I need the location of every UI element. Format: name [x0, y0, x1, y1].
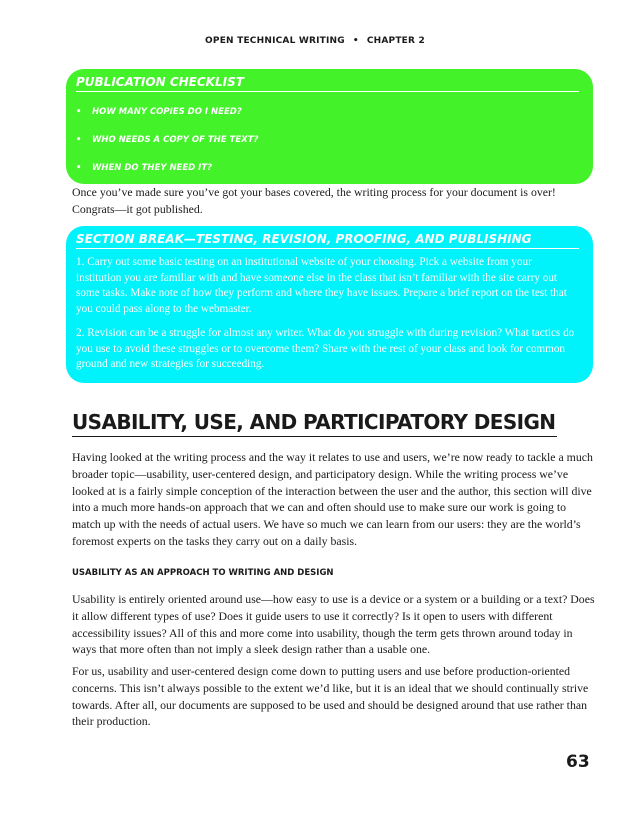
header-book-title: OPEN TECHNICAL WRITING — [205, 36, 345, 46]
intro-paragraph: Having looked at the writing process and the way it relates to use and users, we’re now ready to tackle a much broader topic—usability, user-centered design, and participatory design. While the writing process we’ve looked at is a fairly simple conception of the interaction between the user and the author, this section will dive into a much more hands-on approach that we can and often should use to make sure our work is going to match up with the needs of actual users. We have so much we can learn from our users: they are the world’s foremost experts on the tasks they carry out on a daily basis. — [72, 450, 593, 548]
header-separator: • — [352, 36, 359, 46]
section-break-box — [66, 226, 593, 383]
usability-paragraph: Usability is entirely oriented around use—how easy to use is a device or a system or a building or a text? Does it allow different types of use? Does it guide users to use it correctly? Is it open to users with different accessibility issues? All of this and more come into usability, though the term gets thrown around today in ways that more often than not imply a sleek design rather than a usable one. — [72, 592, 595, 657]
checklist-item-text: WHEN DO THEY NEED IT? — [92, 163, 213, 173]
checklist-item — [76, 98, 579, 126]
section-break-paragraph-2: 2. Revision can be a struggle for almost any writer. What do you struggle with during revision? What tactics do you use to avoid these struggles or to overcome them? Share with the rest of your class and look for common ground and new strategies for succeeding. — [76, 327, 575, 370]
section-break-paragraph-1: 1. Carry out some basic testing on an institutional website of your choosing. Pick a website from your institution you are familiar with and have someone else in the class that isn’t familiar with the site carry out some tasks. Make note of how they perform and where they have issues. Prepare a brief report on the test that you could pass along to the webmaster. — [76, 256, 567, 315]
page-number: 63 — [566, 752, 590, 772]
checklist-item-text: WHO NEEDS A COPY OF THE TEXT? — [92, 135, 259, 145]
subheading: USABILITY AS AN APPROACH TO WRITING AND DESIGN — [72, 568, 334, 578]
section-break-title: SECTION BREAK—TESTING, REVISION, PROOFING, AND PUBLISHING — [76, 232, 579, 249]
checklist-item-text: HOW MANY COPIES DO I NEED? — [92, 107, 242, 117]
publication-checklist-box — [66, 69, 593, 184]
after-checklist-paragraph: Once you’ve made sure you’ve got your bases covered, the writing process for your document is over! Congrats—it got published. — [72, 185, 556, 216]
checklist-list — [76, 98, 579, 182]
bullet-icon: • — [76, 135, 82, 145]
header-chapter: CHAPTER 2 — [366, 36, 425, 46]
checklist-item — [76, 126, 579, 154]
checklist-title: PUBLICATION CHECKLIST — [76, 75, 579, 92]
user-centered-paragraph: For us, usability and user-centered design come down to putting users and use before production-oriented concerns. This isn’t always possible to the extent we’d like, but it is an ideal that we should continually strive towards. After all, our documents are supposed to be used and should be designed around that use rather than their production. — [72, 664, 589, 729]
main-heading: USABILITY, USE, AND PARTICIPATORY DESIGN — [72, 410, 557, 437]
bullet-icon: • — [76, 107, 82, 117]
bullet-icon: • — [76, 163, 82, 173]
checklist-item — [76, 154, 579, 182]
running-header — [0, 36, 630, 46]
